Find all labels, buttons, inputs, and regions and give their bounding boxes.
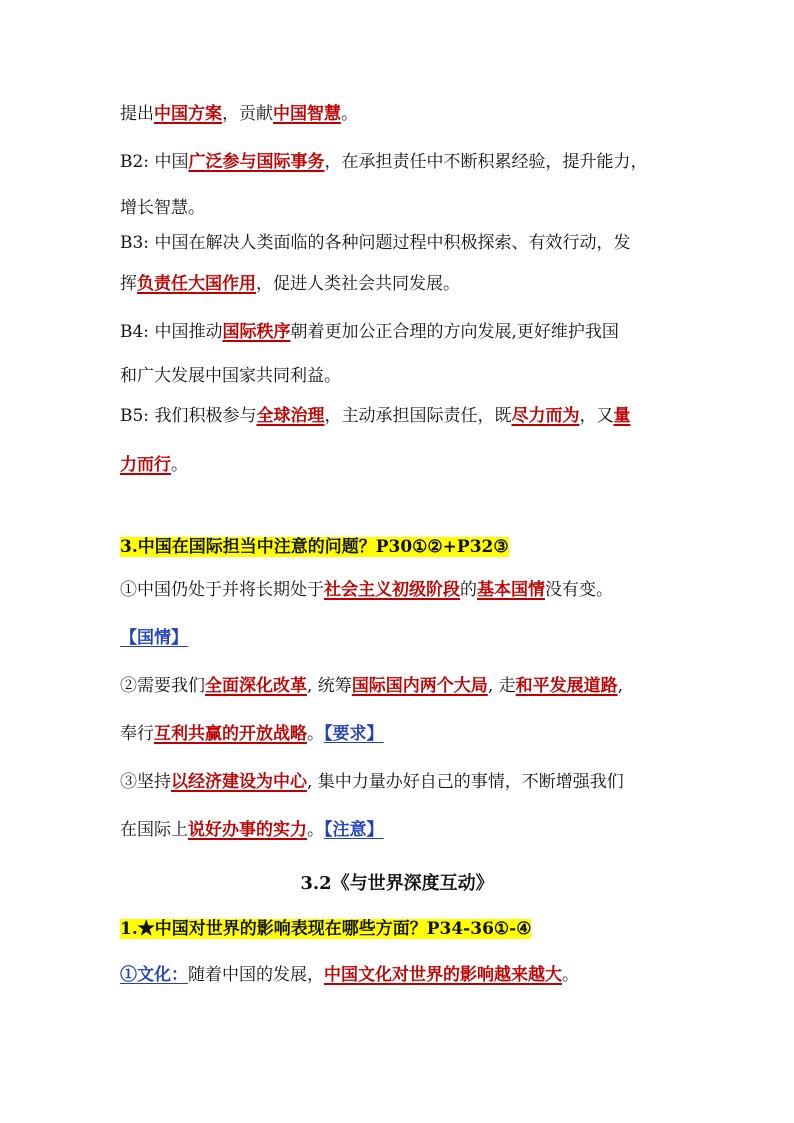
plain-text: 提出 bbox=[120, 104, 154, 124]
keyword-highlight: 国际秩序 bbox=[222, 322, 291, 342]
text-line bbox=[120, 674, 623, 698]
plain-text: 挥 bbox=[120, 274, 137, 294]
keyword-highlight: 全球治理 bbox=[256, 406, 325, 426]
plain-text: , 集中力量办好自己的事情，不断增强我们 bbox=[307, 772, 624, 792]
plain-text: 。 bbox=[171, 455, 188, 475]
bracket-tag: ①文化： bbox=[120, 965, 188, 985]
plain-text: ，又 bbox=[579, 406, 614, 426]
keyword-highlight: 以经济建设为中心 bbox=[171, 772, 307, 792]
plain-text: ，促进人类社会共同发展。 bbox=[256, 274, 460, 294]
plain-text: 和广大发展中国家共同利益。 bbox=[120, 366, 341, 386]
text-line bbox=[120, 770, 624, 794]
keyword-highlight: 中国文化对世界的影响越来越大 bbox=[324, 965, 562, 985]
text-line bbox=[120, 272, 460, 296]
bracket-tag: 【要求】 bbox=[324, 724, 384, 744]
keyword-highlight: 说好办事的实力 bbox=[188, 820, 307, 840]
plain-text: , 统筹 bbox=[307, 676, 352, 696]
text-line bbox=[120, 364, 341, 388]
plain-text: 。 bbox=[341, 104, 358, 124]
plain-text: ①中国仍处于并将长期处于 bbox=[120, 580, 324, 600]
text-line bbox=[120, 150, 647, 174]
text-line bbox=[120, 818, 384, 842]
keyword-highlight: 互利共赢的开放战略 bbox=[154, 724, 307, 744]
keyword-highlight: 尽力而为 bbox=[511, 406, 580, 426]
question-heading bbox=[120, 535, 509, 559]
plain-text: B5: 我们积极参与 bbox=[120, 406, 257, 426]
text-line bbox=[120, 626, 188, 650]
plain-text: ，主动承担国际责任，既 bbox=[324, 406, 512, 426]
bracket-tag: 【注意】 bbox=[324, 820, 384, 840]
plain-text: 。 bbox=[307, 724, 324, 744]
plain-text: ③坚持 bbox=[120, 772, 171, 792]
keyword-highlight: 中国方案 bbox=[154, 104, 222, 124]
bracket-tag: 【国情】 bbox=[120, 628, 188, 648]
highlighted-heading: 3.中国在国际担当中注意的问题？P30①②+P32③ bbox=[120, 537, 509, 557]
keyword-highlight: 广泛参与国际事务 bbox=[188, 152, 325, 172]
question-heading bbox=[120, 917, 531, 941]
plain-text: 朝着更加公正合理的方向发展,更好维护我国 bbox=[290, 322, 619, 342]
keyword-highlight: 全面深化改革 bbox=[205, 676, 307, 696]
text-line bbox=[120, 404, 630, 428]
highlighted-heading: 1.★中国对世界的影响表现在哪些方面？P34-36①-④ bbox=[120, 919, 532, 939]
keyword-highlight: 基本国情 bbox=[477, 580, 545, 600]
plain-text: ②需要我们 bbox=[120, 676, 205, 696]
text-line bbox=[120, 722, 384, 746]
text-line bbox=[120, 578, 613, 602]
text-line bbox=[120, 320, 619, 344]
keyword-highlight: 负责任大国作用 bbox=[137, 274, 256, 294]
text-line bbox=[120, 231, 630, 255]
plain-text: 增长智慧。 bbox=[120, 198, 205, 218]
plain-text: , bbox=[617, 676, 624, 696]
keyword-highlight: 和平发展道路 bbox=[515, 676, 618, 696]
plain-text: 随着中国的发展， bbox=[188, 965, 324, 985]
plain-text: 在国际上 bbox=[120, 820, 188, 840]
keyword-highlight: 力而行 bbox=[120, 455, 171, 475]
plain-text: 的 bbox=[460, 580, 477, 600]
keyword-highlight: 社会主义初级阶段 bbox=[324, 580, 460, 600]
keyword-highlight: 国际国内两个大局 bbox=[351, 676, 488, 696]
plain-text: 没有变。 bbox=[545, 580, 613, 600]
section-title: 3.2《与世界深度互动》 bbox=[300, 873, 494, 894]
text-line bbox=[120, 963, 579, 987]
text-line bbox=[120, 453, 188, 477]
plain-text: ，在承担责任中不断积累经验，提升能力， bbox=[324, 152, 648, 172]
plain-text: 。 bbox=[307, 820, 324, 840]
plain-text: B2: 中国 bbox=[120, 152, 189, 172]
plain-text: , 走 bbox=[487, 676, 516, 696]
plain-text: 。 bbox=[562, 965, 579, 985]
plain-text: B4: 中国推动 bbox=[120, 322, 223, 342]
keyword-highlight: 中国智慧 bbox=[273, 104, 341, 124]
text-line bbox=[120, 196, 205, 220]
plain-text: B3: 中国在解决人类面临的各种问题过程中积极探索、有效行动，发 bbox=[120, 233, 631, 253]
plain-text: ，贡献 bbox=[222, 104, 273, 124]
text-line bbox=[120, 102, 358, 126]
plain-text: 奉行 bbox=[120, 724, 154, 744]
keyword-highlight: 量 bbox=[613, 406, 631, 426]
